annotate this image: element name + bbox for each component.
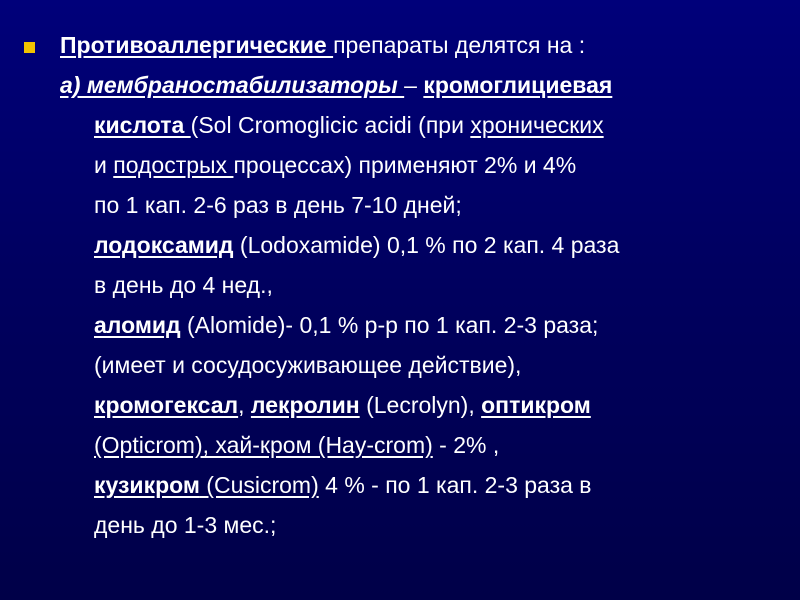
text-line-6 [94, 230, 619, 260]
line-text: (Sol Cromoglicic acidi (при [190, 112, 471, 138]
term-subacute: подострых [113, 152, 234, 178]
text-line-8 [94, 310, 598, 340]
line-text: 4 % - по 1 кап. 2-3 раза в [318, 472, 592, 498]
drug-name-latin: (Cusicrom) [199, 472, 319, 498]
text-line-10 [94, 390, 591, 420]
line-text: и [94, 152, 114, 178]
line-text: процессах) применяют 2% и 4% [233, 152, 577, 178]
line-text: в день до 4 нед., [94, 272, 273, 298]
drug-name: оптикром [481, 392, 591, 418]
text-line-12 [94, 470, 592, 500]
drug-name: лодоксамид [94, 232, 234, 258]
line-text: (Alomide)- 0,1 % р-р по 1 кап. 2-3 раза; [180, 312, 599, 338]
term-chronic: хронических [470, 112, 604, 138]
subheading-dash: – [404, 72, 424, 98]
line-text: (Lodoxamide) 0,1 % по 2 кап. 4 раза [233, 232, 620, 258]
subheading-line [60, 70, 612, 100]
line-text: (Lecrolyn), [359, 392, 482, 418]
line-text: по 1 кап. 2-6 раз в день 7-10 дней; [94, 192, 462, 218]
line-text: - 2% , [432, 432, 500, 458]
text-line-4 [94, 150, 576, 180]
subheading-drug: кромоглициевая [423, 72, 613, 98]
text-line-5 [94, 190, 462, 220]
line-text: (имеет и сосудосуживающее действие), [94, 352, 522, 378]
text-line-11 [94, 430, 499, 460]
drug-name: кромогексал [94, 392, 239, 418]
subheading-label: а) мембраностабилизаторы [60, 72, 405, 98]
heading-rest: препараты делятся на : [333, 32, 586, 58]
drug-name: аломид [94, 312, 181, 338]
text-line-13 [94, 510, 276, 540]
line-text: , [238, 392, 251, 418]
drug-name: кислота [94, 112, 191, 138]
line-text: день до 1-3 мес.; [94, 512, 277, 538]
bullet-square-icon [24, 42, 35, 53]
text-line-7 [94, 270, 273, 300]
heading-term: Противоаллергические [60, 32, 334, 58]
drug-name: лекролин [250, 392, 360, 418]
text-line-3 [94, 110, 604, 140]
drug-name-latin: (Opticrom), хай-кром (Hay-crom) [94, 432, 433, 458]
text-line-9 [94, 350, 521, 380]
heading-line [60, 30, 585, 60]
drug-name: кузикром [94, 472, 200, 498]
